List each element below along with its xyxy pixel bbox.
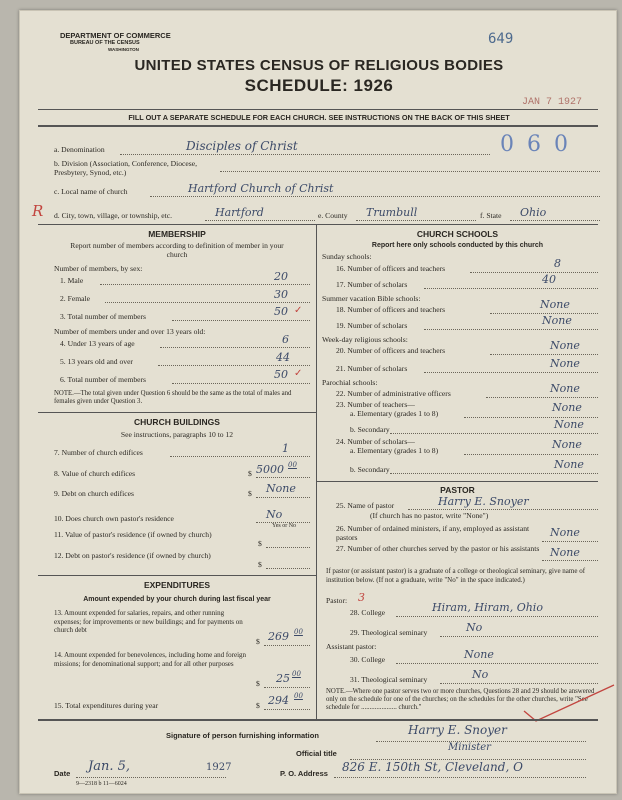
q10-value: No [266, 508, 283, 521]
pastor-title: PASTOR [440, 485, 475, 495]
q14-cents: 00 [292, 670, 301, 678]
q26-value: None [550, 526, 580, 539]
q8-value: 5000 [256, 463, 284, 476]
graduate-note: If pastor (or assistant pastor) is a graduate of a college or theological seminary, give name of institution below. (If not a graduate, write "No" in the space indicated.) [326, 567, 586, 584]
q15-dollar: $ [256, 701, 260, 710]
q13-value: 269 [268, 630, 289, 643]
q17-value: 40 [542, 273, 556, 286]
by-sex-label: Number of members, by sex: [54, 264, 143, 273]
parochial-label: Parochial schools: [322, 378, 378, 387]
q4-label: 4. Under 13 years of age [60, 339, 135, 348]
q26-label: 26. Number of ordained ministers, if any, employed as assistant pastors [336, 524, 530, 542]
q20-label: 20. Number of officers and teachers [336, 346, 446, 355]
q19-value: None [542, 314, 572, 327]
q15-cents: 00 [294, 692, 303, 700]
q9-dollar: $ [248, 489, 252, 498]
q9-value: None [266, 482, 296, 495]
age-intro: Number of members under and over 13 years old: [54, 327, 206, 336]
q27-label: 27. Number of other churches served by the pastor or his assistants [336, 544, 540, 553]
q23-label: 23. Number of teachers— [336, 400, 415, 409]
denomination-label: a. Denomination [54, 145, 105, 154]
expenditures-title: EXPENDITURES [143, 580, 211, 590]
pastor-sub-label: Pastor: [326, 596, 348, 605]
q15-label: 15. Total expenditures during year [54, 701, 159, 710]
division-label: b. Division (Association, Conference, Diocese, Presbytery, Synod, etc.) [54, 159, 197, 177]
q11-dollar: $ [258, 539, 262, 548]
red-mark-3: 3 [358, 591, 365, 604]
margin-mark: R [32, 202, 44, 220]
summer-label: Summer vacation Bible schools: [322, 294, 421, 303]
buildings-title: CHURCH BUILDINGS [134, 417, 220, 427]
signature-value: Harry E. Snoyer [408, 723, 507, 737]
expenditures-intro: Amount expended by your church during last fiscal year [83, 596, 271, 603]
city-value: Hartford [215, 206, 264, 219]
q28-label: 28. College [350, 608, 386, 617]
q30-value: None [464, 648, 494, 661]
bureau-name: BUREAU OF THE CENSUS [70, 40, 140, 46]
q23b-label: b. Secondary [350, 425, 390, 434]
q30-label: 30. College [350, 655, 386, 664]
membership-note: NOTE.—The total given under Question 6 should be the same as the total of males and females given under Question 3. [54, 390, 292, 405]
signature-label: Signature of person furnishing information [166, 731, 319, 740]
print-code: 9—2318 b 11—6024 [76, 781, 127, 787]
form-instructions: FILL OUT A SEPARATE SCHEDULE FOR EACH CHURCH. SEE INSTRUCTIONS ON THE BACK OF THIS SHEET [128, 113, 510, 122]
q1-label: 1. Male [60, 276, 84, 285]
q1-value: 20 [274, 270, 288, 283]
po-address-label: P. O. Address [280, 769, 328, 778]
q2-value: 30 [274, 288, 288, 301]
q27-value: None [550, 546, 580, 559]
q25-value: Harry E. Snoyer [438, 495, 529, 508]
q31-label: 31. Theological seminary [350, 675, 428, 684]
q23a-value: None [552, 401, 582, 414]
form-title: UNITED STATES CENSUS OF RELIGIOUS BODIES [134, 57, 504, 74]
check-mark-icon: ✓ [294, 305, 303, 316]
form-subtitle: SCHEDULE: 1926 [244, 76, 394, 95]
q15-value: 294 [268, 694, 289, 707]
q3-label: 3. Total number of members [60, 312, 147, 321]
department-name: DEPARTMENT OF COMMERCE [60, 31, 171, 40]
date-value: Jan. 5, [88, 759, 131, 774]
q12-label: 12. Debt on pastor's residence (if owned by church) [54, 551, 211, 560]
census-schedule-form [19, 10, 617, 794]
q29-value: No [466, 621, 483, 634]
q21-label: 21. Number of scholars [336, 364, 408, 373]
q14-label: 14. Amount expended for benevolences, including home and foreign missions; for denominational support; and for all other purposes [54, 651, 247, 668]
schools-intro: Report here only schools conducted by this church [371, 242, 544, 249]
schools-title: CHURCH SCHOOLS [416, 229, 499, 239]
q23a-label: a. Elementary (grades 1 to 8) [350, 409, 439, 418]
q22-label: 22. Number of administrative officers [336, 389, 451, 398]
q5-label: 5. 13 years old and over [60, 357, 133, 366]
q22-value: None [550, 382, 580, 395]
q9-label: 9. Debt on church edifices [54, 489, 134, 498]
q28-value: Hiram, Hiram, Ohio [432, 601, 543, 614]
po-address-value: 826 E. 150th St, Cleveland, O [342, 760, 523, 774]
q14-dollar: $ [256, 679, 260, 688]
membership-title: MEMBERSHIP [148, 229, 206, 239]
form-number-stamp: 649 [488, 31, 514, 47]
check-mark-icon: ✓ [294, 368, 303, 379]
received-date-stamp: JAN 7 1927 [522, 97, 583, 108]
weekday-label: Week-day religious schools: [322, 335, 408, 344]
q21-value: None [550, 357, 580, 370]
q13-dollar: $ [256, 637, 260, 646]
county-value: Trumbull [366, 206, 418, 219]
sunday-label: Sunday schools: [322, 252, 372, 261]
q2-label: 2. Female [60, 294, 90, 303]
q11-label: 11. Value of pastor's residence (if owned by church) [54, 530, 212, 539]
q13-cents: 00 [294, 628, 303, 636]
q16-label: 16. Number of officers and teachers [336, 264, 446, 273]
q25-label: 25. Name of pastor [336, 501, 395, 510]
q23b-value: None [554, 418, 584, 431]
denomination-value: Disciples of Christ [186, 139, 298, 153]
official-title-label: Official title [296, 749, 337, 758]
date-label: Date [54, 769, 71, 778]
q12-dollar: $ [258, 560, 262, 569]
q4-value: 6 [282, 333, 289, 346]
q10-hint: Yes or No [272, 523, 297, 529]
q24a-value: None [552, 438, 582, 451]
q5-value: 44 [276, 351, 290, 364]
denomination-code: 0 6 0 [500, 132, 571, 157]
q25-hint: (If church has no pastor, write "None") [370, 511, 489, 520]
q3-value: 50 [274, 305, 288, 318]
city-label: d. City, town, village, or township, etc. [54, 211, 173, 220]
q24a-label: a. Elementary (grades 1 to 8) [350, 446, 439, 455]
q10-label: 10. Does church own pastor's residence [54, 514, 174, 523]
local-name-label: c. Local name of church [54, 187, 128, 196]
q13-label: 13. Amount expended for salaries, repairs, and other running expenses; for improvements or new buildings; and for payments on church debt [54, 609, 243, 634]
bureau-city: WASHINGTON [108, 47, 139, 52]
q31-value: No [472, 668, 489, 681]
q16-value: 8 [554, 257, 561, 270]
q7-label: 7. Number of church edifices [54, 448, 143, 457]
local-name-value: Hartford Church of Christ [188, 182, 334, 195]
q8-label: 8. Value of church edifices [54, 469, 136, 478]
q6-value: 50 [274, 368, 288, 381]
state-value: Ohio [520, 206, 547, 219]
q14-value: 25 [276, 672, 290, 685]
state-label: f. State [480, 211, 502, 220]
q29-label: 29. Theological seminary [350, 628, 428, 637]
q6-label: 6. Total number of members [60, 375, 147, 384]
q8-dollar: $ [248, 469, 252, 478]
q17-label: 17. Number of scholars [336, 280, 408, 289]
assistant-pastor-label: Assistant pastor: [326, 642, 377, 651]
date-year: 1927 [206, 762, 232, 773]
membership-intro: Report number of members according to definition of member in your church [70, 241, 284, 259]
q24b-label: b. Secondary [350, 465, 390, 474]
q18-value: None [540, 298, 570, 311]
q24b-value: None [554, 458, 584, 471]
q8-cents: 00 [288, 461, 297, 469]
q20-value: None [550, 339, 580, 352]
q19-label: 19. Number of scholars [336, 321, 408, 330]
q7-value: 1 [282, 442, 289, 455]
county-label: e. County [318, 211, 348, 220]
official-title-value: Minister [448, 742, 491, 753]
pastor-note: NOTE.—Where one pastor serves two or more churches, Questions 28 and 29 should be answered only on the schedule for one of the churches; on the schedules for the other churches, write "See schedule for ..................... church." [326, 688, 595, 711]
buildings-instructions: See instructions, paragraphs 10 to 12 [120, 430, 234, 439]
q24-label: 24. Number of scholars— [336, 437, 415, 446]
q18-label: 18. Number of officers and teachers [336, 305, 446, 314]
